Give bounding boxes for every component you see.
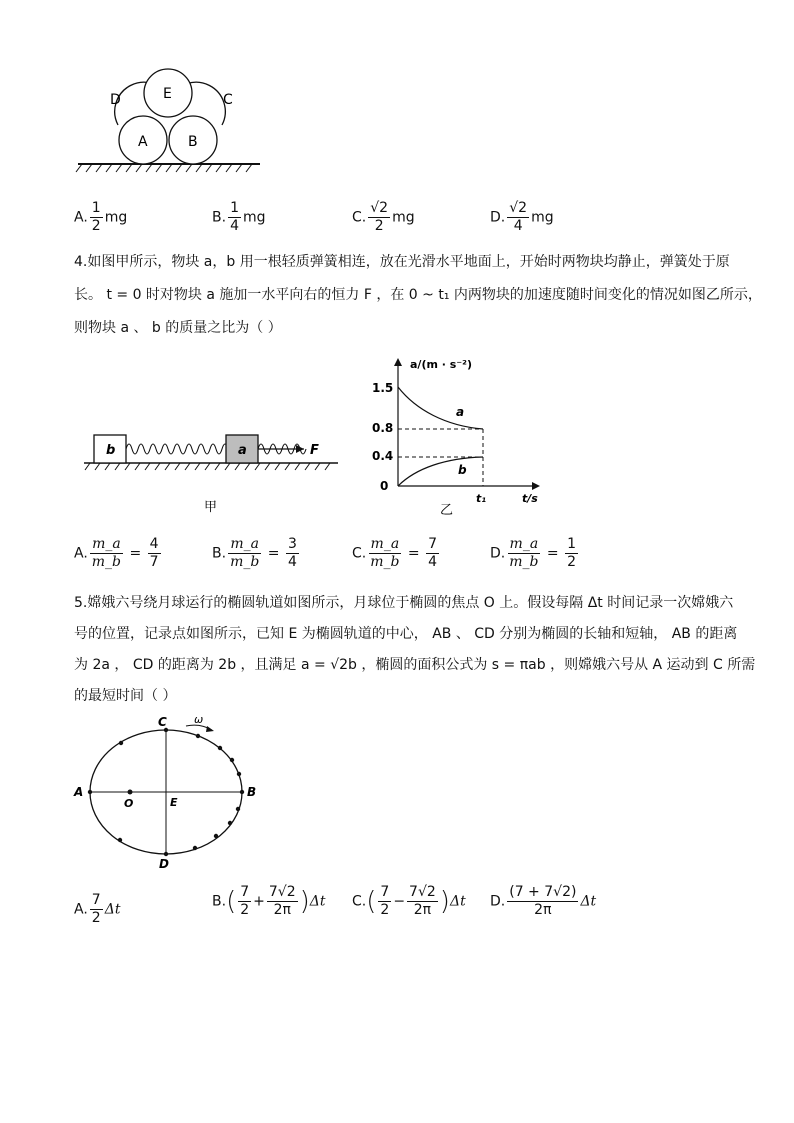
svg-text:F: F bbox=[310, 443, 319, 458]
y-axis-label: a/(m · s⁻²) bbox=[410, 358, 472, 371]
curve-b-label: b bbox=[458, 463, 467, 477]
y-tick-0: 0 bbox=[380, 479, 389, 493]
q3-circles-figure bbox=[70, 60, 270, 175]
svg-text:b: b bbox=[106, 443, 116, 458]
svg-text:a: a bbox=[238, 443, 247, 458]
q5-option-b[interactable]: B.( $\frac{7}{2}$ + $\frac{7√2}{2\pi}$ )Δt bbox=[212, 884, 326, 918]
y-tick-1.5: 1.5 bbox=[372, 381, 394, 395]
q4-option-d[interactable]: D. $\frac{m\_a}{m\_b}$ = $\frac{1}{2}$ bbox=[490, 536, 577, 570]
x-axis-label: t/s bbox=[522, 492, 538, 505]
q4-figure-jia bbox=[82, 425, 342, 520]
curve-a-label: a bbox=[456, 405, 465, 419]
label-d: D bbox=[110, 92, 121, 108]
q4-stem-line2: 长。 t = 0 时对物块 a 施加一水平向右的恒力 F ，在 0 ~ t₁ 内两物块的加速度随时间变化的情况如图乙所示， bbox=[74, 287, 762, 303]
q3-option-b[interactable]: B. $\frac{1}{4}$ mg bbox=[212, 200, 266, 234]
q5-stem-line2: 号的位置，记录点如图所示，已知 E 为椭圆轨道的中心， AB 、 CD 分别为椭圆的长轴和短轴， AB 的距离 bbox=[74, 626, 738, 642]
q5-stem-line3: 为 2a ， CD 的距离为 2b ，且满足 a = √2b ，椭圆的面积公式为 s = πab ，则嫦娥六号从 A 运动到 C 所需 bbox=[74, 657, 756, 673]
q4-stem-line1: 4.如图甲所示，物块 a，b 用一根轻质弹簧相连，放在光滑水平地面上，开始时两物块均静止，弹簧处于原 bbox=[74, 254, 730, 270]
q4-figure-yi bbox=[366, 352, 556, 522]
caption-jia: 甲 bbox=[204, 500, 218, 515]
caption-yi: 乙 bbox=[440, 503, 454, 518]
label-o: O bbox=[124, 797, 134, 810]
curve-a bbox=[398, 387, 483, 429]
q4-option-a[interactable]: A. $\frac{m\_a}{m\_b}$ = $\frac{4}{7}$ bbox=[74, 536, 159, 570]
q4-option-c[interactable]: C. $\frac{m\_a}{m\_b}$ = $\frac{7}{4}$ bbox=[352, 536, 438, 570]
q4-stem-line3: 则物块 a 、 b 的质量之比为（ ） bbox=[74, 320, 282, 336]
q5-option-d[interactable]: D. $\frac{(7 + 7√2)}{2\pi}$ Δt bbox=[490, 884, 597, 918]
q3-option-c[interactable]: C. $\frac{√2}{2}$ mg bbox=[352, 200, 415, 234]
q5-orbit-figure bbox=[70, 712, 270, 872]
label-b: B bbox=[247, 785, 257, 799]
q3-option-a[interactable]: A. $\frac{1}{2}$ mg bbox=[74, 200, 128, 234]
label-c: C bbox=[223, 92, 233, 108]
label-e: E bbox=[170, 796, 178, 809]
q3-option-d[interactable]: D. $\frac{√2}{4}$ mg bbox=[490, 200, 554, 234]
label-a: A bbox=[74, 785, 84, 799]
label-a: A bbox=[138, 134, 148, 150]
label-d: D bbox=[159, 857, 169, 871]
y-tick-0.8: 0.8 bbox=[372, 421, 394, 435]
q5-stem-line1: 5.嫦娥六号绕月球运行的椭圆轨道如图所示，月球位于椭圆的焦点 O 上。假设每隔 Δt 时间记录一次嫦娥六 bbox=[74, 595, 734, 611]
omega-label: ω bbox=[194, 713, 204, 726]
curve-b bbox=[398, 457, 483, 486]
label-c: C bbox=[158, 715, 167, 729]
label-b: B bbox=[188, 134, 198, 150]
focus-o bbox=[128, 790, 133, 795]
q5-stem-line4: 的最短时间（ ） bbox=[74, 688, 177, 704]
y-tick-0.4: 0.4 bbox=[372, 449, 394, 463]
q5-option-c[interactable]: C.( $\frac{7}{2}$ − $\frac{7√2}{2\pi}$ )Δt bbox=[352, 884, 466, 918]
q5-option-a[interactable]: A. $\frac{7}{2}$ Δt bbox=[74, 892, 121, 926]
label-e: E bbox=[163, 86, 172, 102]
x-tick-t1: t₁ bbox=[476, 492, 487, 505]
q4-option-b[interactable]: B. $\frac{m\_a}{m\_b}$ = $\frac{3}{4}$ bbox=[212, 536, 297, 570]
